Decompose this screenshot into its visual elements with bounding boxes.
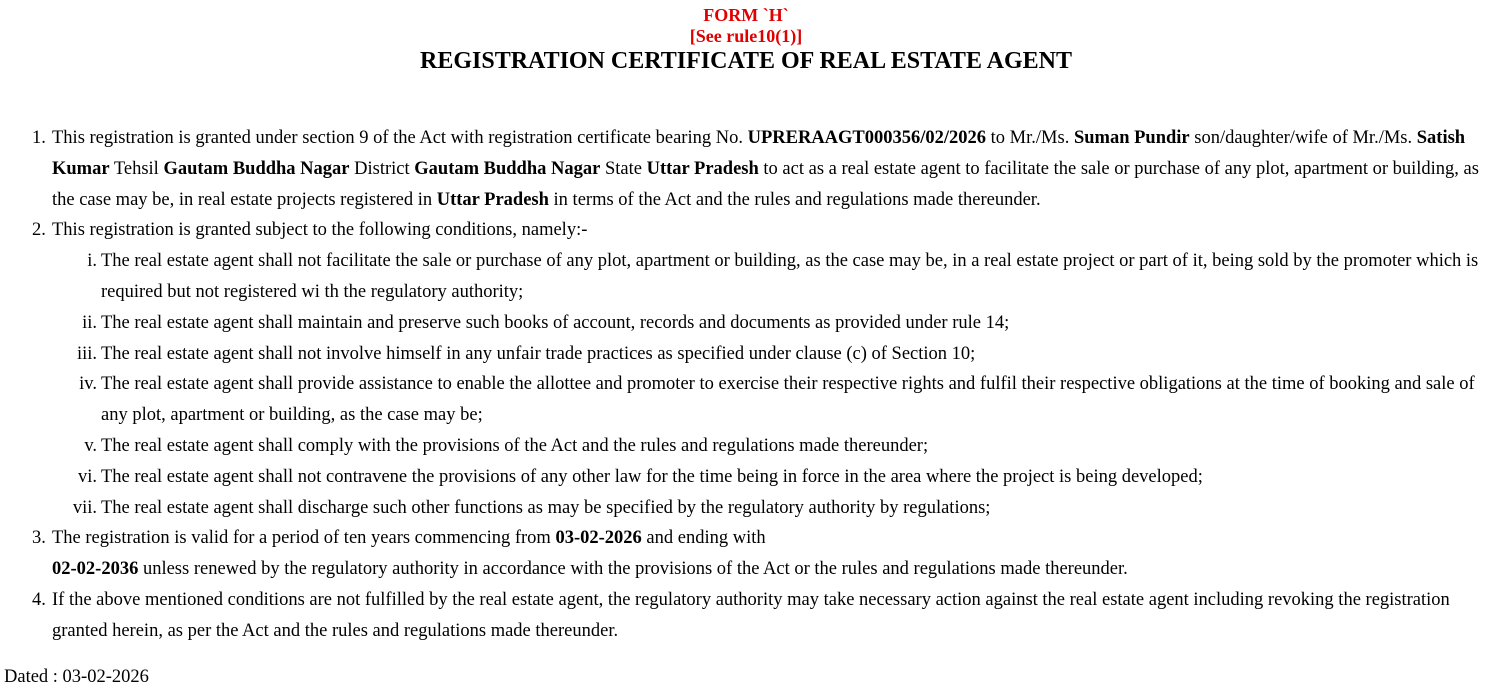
condition-item: The real estate agent shall not contravene the provisions of any other law for the time being in force in the area where the project is being developed;: [101, 466, 1203, 487]
clause-3-text: The registration is valid for a period of ten years commencing from: [52, 528, 556, 549]
clause-1-text: Tehsil: [109, 158, 164, 179]
clause-1-text: State: [600, 158, 647, 179]
certificate-body: [0, 123, 1492, 647]
certificate-title: REGISTRATION CERTIFICATE OF REAL ESTATE AGENT: [420, 48, 1072, 74]
clause-2-intro: This registration is granted subject to the following conditions, namely:-: [52, 220, 588, 241]
clause-1-text: to act as a real estate agent to facilitate the sale or purchase of any plot, apartment or building, as the case may be, in real estate projects registered in: [52, 158, 1479, 210]
condition-list: [52, 246, 1488, 523]
clause-4-text: If the above mentioned conditions are not fulfilled by the real estate agent, the regulatory authority may take necessary action against the real estate agent including revoking the registration granted herein, as per the Act and the rules and regulations made thereunder.: [52, 589, 1450, 641]
validity-start-date: 03-02-2026: [555, 528, 642, 549]
dated-line: Dated : 03-02-2026: [4, 667, 149, 687]
condition-item: The real estate agent shall discharge such other functions as may be specified by the regulatory authority by regulations;: [101, 497, 991, 518]
clause-3: [52, 523, 1488, 585]
clause-1-text: to Mr./Ms.: [986, 128, 1074, 148]
registration-number: UPRERAAGT000356/02/2026: [747, 128, 987, 148]
project-state-name: Uttar Pradesh: [436, 189, 549, 210]
condition-item: The real estate agent shall not facilitate the sale or purchase of any plot, apartment or building, as the case may be, in a real estate project or part of it, being sold by the promoter which is required but not registered wi th the regulatory authority;: [101, 251, 1479, 302]
clause-1-text: son/daughter/wife of Mr./Ms.: [1189, 128, 1417, 148]
parent-name: Satish Kumar: [52, 128, 1466, 179]
tehsil-name: Gautam Buddha Nagar: [163, 158, 350, 179]
clause-4: [52, 585, 1488, 647]
clause-1-text: in terms of the Act and the rules and regulations made thereunder.: [548, 189, 1041, 210]
clause-1-text: District: [349, 158, 415, 179]
clause-1-text: This registration is granted under section 9 of the Act with registration certificate bearing No.: [52, 128, 748, 148]
condition-item: The real estate agent shall provide assistance to enable the allottee and promoter to exercise their respective rights and fulfil their respective obligations at the time of booking and sale of any plot, apartment or building, as the case may be;: [101, 374, 1475, 426]
condition-item: The real estate agent shall not involve himself in any unfair trade practices as specified under clause (c) of Section 10;: [101, 343, 976, 364]
condition-item: The real estate agent shall maintain and preserve such books of account, records and documents as provided under rule 14;: [101, 312, 1010, 333]
validity-end-date: 02-02-2036: [52, 559, 139, 580]
district-name: Gautam Buddha Nagar: [414, 158, 601, 179]
form-title: FORM `H`: [703, 5, 789, 25]
agent-name: Suman Pundir: [1073, 128, 1190, 148]
clause-1: [52, 123, 1488, 215]
state-name: Uttar Pradesh: [646, 158, 759, 179]
rule-reference: [See rule10(1)]: [689, 26, 803, 46]
condition-item: The real estate agent shall comply with the provisions of the Act and the rules and regulations made thereunder;: [101, 435, 929, 456]
clause-list: [0, 123, 1492, 647]
clause-3-text: unless renewed by the regulatory authority in accordance with the provisions of the Act or the rules and regulations made thereunder.: [138, 559, 1128, 580]
clause-3-text: and ending with: [641, 528, 766, 549]
clause-2: [52, 215, 1488, 523]
